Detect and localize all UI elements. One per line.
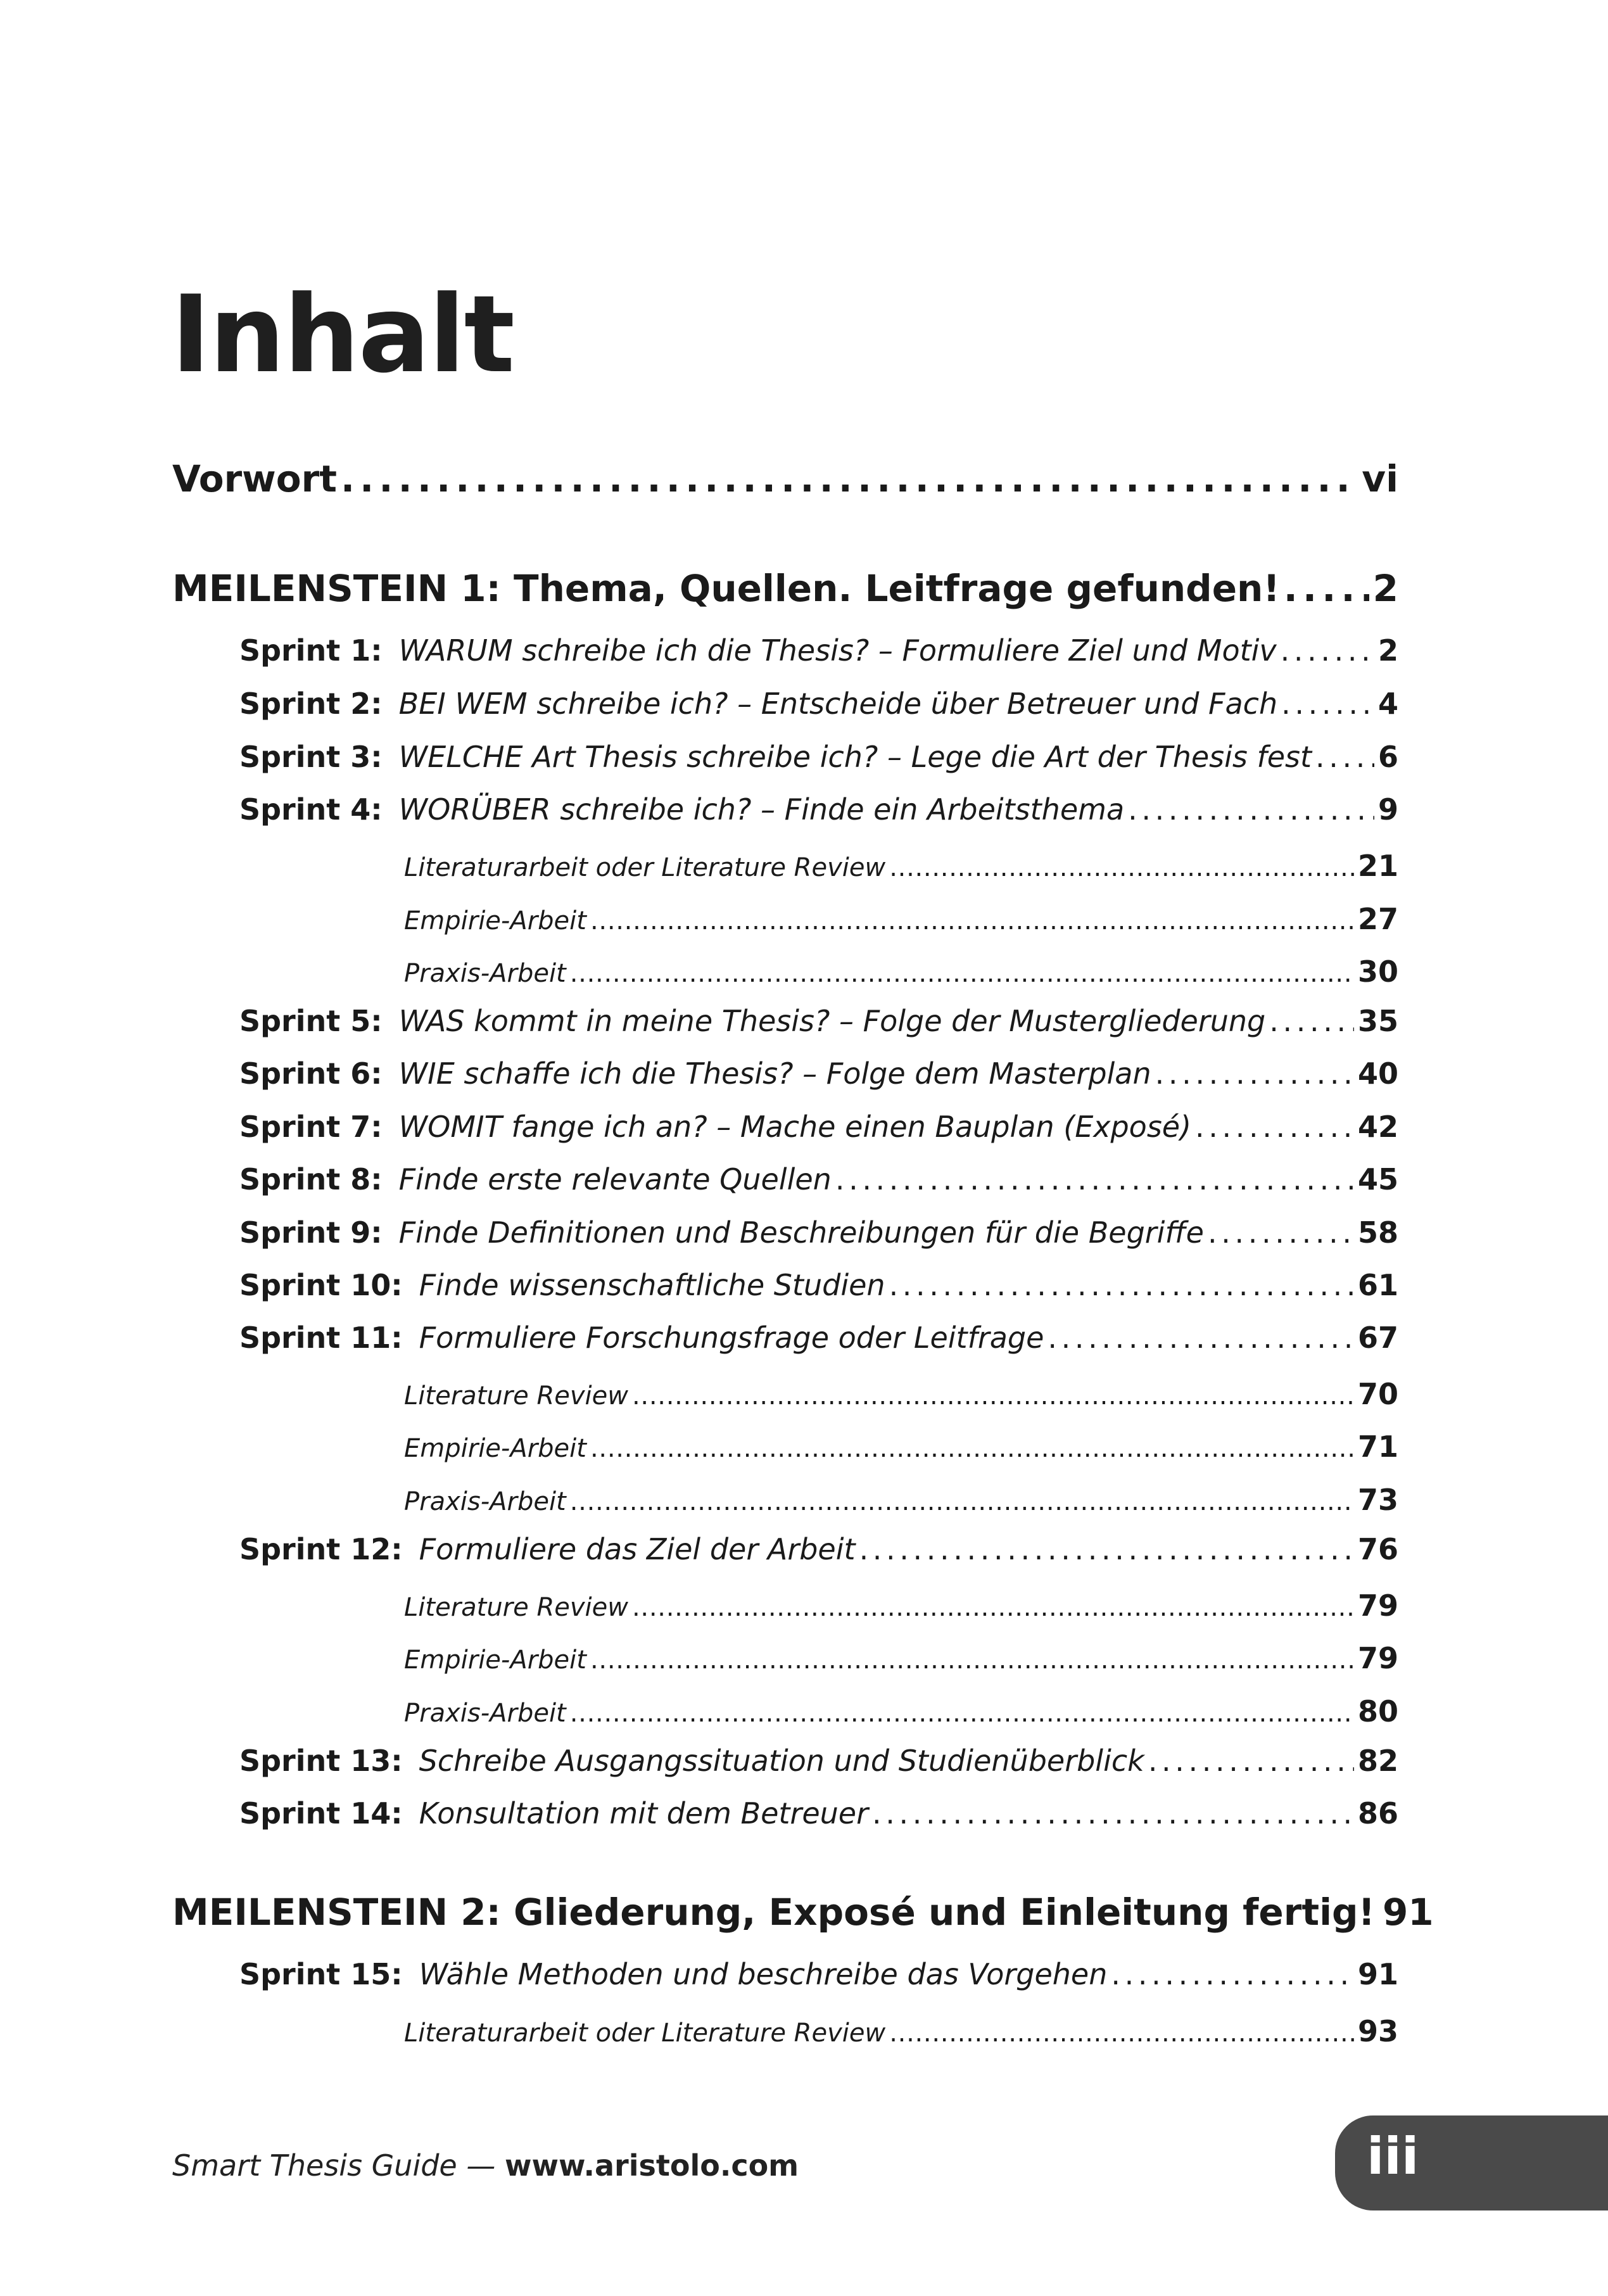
toc-page-number: 4 (1377, 687, 1398, 721)
toc-page-number: 40 (1357, 1056, 1398, 1091)
toc-page-number: 79 (1357, 1641, 1398, 1675)
sprint-title: WAS kommt in meine Thesis? – Folge der Mustergliederung (398, 1004, 1266, 1038)
toc-entry-sprint[interactable] (172, 1110, 1398, 1144)
sprint-title: WELCHE Art Thesis schreibe ich? – Lege die Art der Thesis fest (398, 740, 1312, 774)
sprint-number: Sprint 3: (239, 740, 383, 774)
dot-leader (570, 1487, 1354, 1516)
footer-book-title: Smart Thesis Guide — (172, 2148, 496, 2183)
toc-entry-subsection[interactable] (172, 1377, 1398, 1411)
dot-leader (1155, 1056, 1354, 1091)
toc-entry-subsection[interactable] (172, 955, 1398, 989)
subsection-title: Empirie-Arbeit (404, 906, 586, 936)
dot-leader (889, 2019, 1354, 2048)
toc-entry-sprint[interactable] (172, 1268, 1398, 1302)
toc-page-number: 76 (1357, 1532, 1398, 1566)
toc-entry-vorwort[interactable] (172, 457, 1398, 500)
toc-page-number: 79 (1357, 1589, 1398, 1623)
toc-entry-sprint[interactable] (172, 1957, 1398, 1991)
dot-leader (590, 1434, 1354, 1463)
toc-entry-milestone-1[interactable] (172, 567, 1398, 610)
dot-leader (1284, 567, 1369, 610)
dot-leader (632, 1381, 1354, 1411)
footer-website-link[interactable]: www.aristolo.com (504, 2148, 799, 2183)
sprint-number: Sprint 5: (239, 1004, 383, 1038)
dot-leader (1269, 1004, 1354, 1038)
toc-page-number: 21 (1357, 849, 1398, 883)
dot-leader (570, 1699, 1354, 1728)
toc-page-number: 70 (1357, 1377, 1398, 1411)
dot-leader (1281, 687, 1374, 721)
toc-entry-subsection[interactable] (172, 849, 1398, 883)
sprint-title: Finde wissenschaftliche Studien (419, 1268, 885, 1302)
subsection-title: Praxis-Arbeit (404, 1487, 566, 1516)
toc-entry-label: MEILENSTEIN 2: Gliederung, Exposé und Einleitung fertig! (172, 1891, 1375, 1934)
toc-entry-sprint[interactable] (172, 1321, 1398, 1355)
toc-page-number: vi (1362, 457, 1398, 500)
sprint-title: Konsultation mit dem Betreuer (419, 1796, 869, 1830)
toc-entry-sprint[interactable] (172, 633, 1398, 668)
sprint-title: BEI WEM schreibe ich? – Entscheide über Betreuer und Fach (398, 687, 1278, 721)
dot-leader (1208, 1215, 1354, 1250)
dot-leader (859, 1532, 1354, 1566)
toc-page-number: 35 (1357, 1004, 1398, 1038)
dot-leader (341, 457, 1358, 500)
subsection-title: Praxis-Arbeit (404, 959, 566, 988)
sprint-title: Formuliere das Ziel der Arbeit (419, 1532, 856, 1566)
dot-leader (1195, 1110, 1354, 1144)
subsection-title: Literaturarbeit oder Literature Review (404, 853, 886, 882)
toc-entry-sprint[interactable] (172, 687, 1398, 721)
sprint-number: Sprint 7: (239, 1110, 383, 1144)
toc-page-number: 86 (1357, 1796, 1398, 1830)
toc-page-number: 9 (1377, 792, 1398, 827)
toc-page-number: 42 (1357, 1110, 1398, 1144)
page-title: Inhalt (171, 272, 514, 396)
page-footer (172, 2148, 799, 2183)
sprint-title: Finde Definitionen und Beschreibungen für die Begriffe (398, 1215, 1204, 1250)
toc-entry-subsection[interactable] (172, 1589, 1398, 1623)
toc-entry-milestone-2[interactable] (172, 1891, 1434, 1934)
sprint-number: Sprint 15: (239, 1957, 403, 1991)
dot-leader (632, 1593, 1354, 1622)
toc-entry-sprint[interactable] (172, 1532, 1398, 1566)
sprint-title: WOMIT fange ich an? – Mache einen Bauplan (Exposé) (398, 1110, 1192, 1144)
toc-entry-sprint[interactable] (172, 792, 1398, 827)
sprint-number: Sprint 11: (239, 1321, 403, 1355)
dot-leader (1315, 740, 1374, 774)
dot-leader (872, 1796, 1354, 1830)
dot-leader (590, 906, 1354, 936)
toc-entry-subsection[interactable] (172, 1430, 1398, 1464)
toc-entry-sprint[interactable] (172, 1744, 1398, 1778)
toc-page-number: 45 (1357, 1162, 1398, 1196)
toc-page-number: 93 (1357, 2014, 1398, 2048)
toc-page-number: 80 (1357, 1694, 1398, 1728)
toc-page-number: 58 (1357, 1215, 1398, 1250)
dot-leader (590, 1646, 1354, 1675)
toc-page-number: 2 (1372, 567, 1398, 610)
toc-entry-sprint[interactable] (172, 1162, 1398, 1196)
sprint-title: Formuliere Forschungsfrage oder Leitfrage (419, 1321, 1044, 1355)
dot-leader (1281, 633, 1374, 668)
dot-leader (889, 853, 1354, 882)
toc-page-number: 91 (1382, 1891, 1434, 1934)
toc-entry-sprint[interactable] (172, 1056, 1398, 1091)
toc-entry-subsection[interactable] (172, 2014, 1398, 2048)
subsection-title: Empirie-Arbeit (404, 1646, 586, 1675)
dot-leader (570, 959, 1354, 988)
toc-page-number: 61 (1357, 1268, 1398, 1302)
sprint-number: Sprint 12: (239, 1532, 403, 1566)
toc-page-number: 30 (1357, 955, 1398, 989)
sprint-number: Sprint 4: (239, 792, 383, 827)
toc-entry-sprint[interactable] (172, 740, 1398, 774)
toc-page-number: 2 (1377, 633, 1398, 668)
toc-entry-sprint[interactable] (172, 1004, 1398, 1038)
subsection-title: Empirie-Arbeit (404, 1434, 586, 1463)
dot-leader (1128, 792, 1374, 827)
toc-entry-subsection[interactable] (172, 1483, 1398, 1517)
subsection-title: Literature Review (404, 1381, 628, 1411)
sprint-number: Sprint 2: (239, 687, 383, 721)
toc-entry-subsection[interactable] (172, 1694, 1398, 1728)
toc-page-number: 91 (1357, 1957, 1398, 1991)
sprint-number: Sprint 6: (239, 1056, 383, 1091)
subsection-title: Literaturarbeit oder Literature Review (404, 2019, 886, 2048)
toc-page-number: 71 (1357, 1430, 1398, 1464)
dot-leader (1111, 1957, 1354, 1991)
sprint-number: Sprint 1: (239, 633, 383, 668)
toc-page-number: 67 (1357, 1321, 1398, 1355)
sprint-number: Sprint 9: (239, 1215, 383, 1250)
toc-entry-sprint[interactable] (172, 1796, 1398, 1830)
toc-page-number: 27 (1357, 902, 1398, 936)
sprint-number: Sprint 14: (239, 1796, 403, 1830)
sprint-number: Sprint 13: (239, 1744, 403, 1778)
page-number: iii (1367, 2127, 1419, 2186)
sprint-title: Schreibe Ausgangssituation und Studienüberblick (419, 1744, 1144, 1778)
toc-entry-label: Vorwort (172, 457, 337, 500)
subsection-title: Praxis-Arbeit (404, 1699, 566, 1728)
sprint-title: Wähle Methoden und beschreibe das Vorgehen (419, 1957, 1108, 1991)
page-number-tab (1335, 2115, 1608, 2210)
subsection-title: Literature Review (404, 1593, 628, 1622)
sprint-title: WORÜBER schreibe ich? – Finde ein Arbeitsthema (398, 792, 1125, 827)
toc-entry-subsection[interactable] (172, 1641, 1398, 1675)
toc-page-number: 73 (1357, 1483, 1398, 1517)
sprint-number: Sprint 10: (239, 1268, 403, 1302)
toc-page-number: 6 (1377, 740, 1398, 774)
toc-page-number: 82 (1357, 1744, 1398, 1778)
toc-entry-subsection[interactable] (172, 902, 1398, 936)
toc-entry-sprint[interactable] (172, 1215, 1398, 1250)
sprint-title: WARUM schreibe ich die Thesis? – Formuliere Ziel und Motiv (398, 633, 1277, 668)
sprint-number: Sprint 8: (239, 1162, 383, 1196)
dot-leader (1048, 1321, 1354, 1355)
sprint-title: Finde erste relevante Quellen (398, 1162, 832, 1196)
dot-leader (1148, 1744, 1354, 1778)
dot-leader (835, 1162, 1354, 1196)
toc-entry-label: MEILENSTEIN 1: Thema, Quellen. Leitfrage gefunden! (172, 567, 1280, 610)
dot-leader (889, 1268, 1354, 1302)
sprint-title: WIE schaffe ich die Thesis? – Folge dem Masterplan (398, 1056, 1151, 1091)
